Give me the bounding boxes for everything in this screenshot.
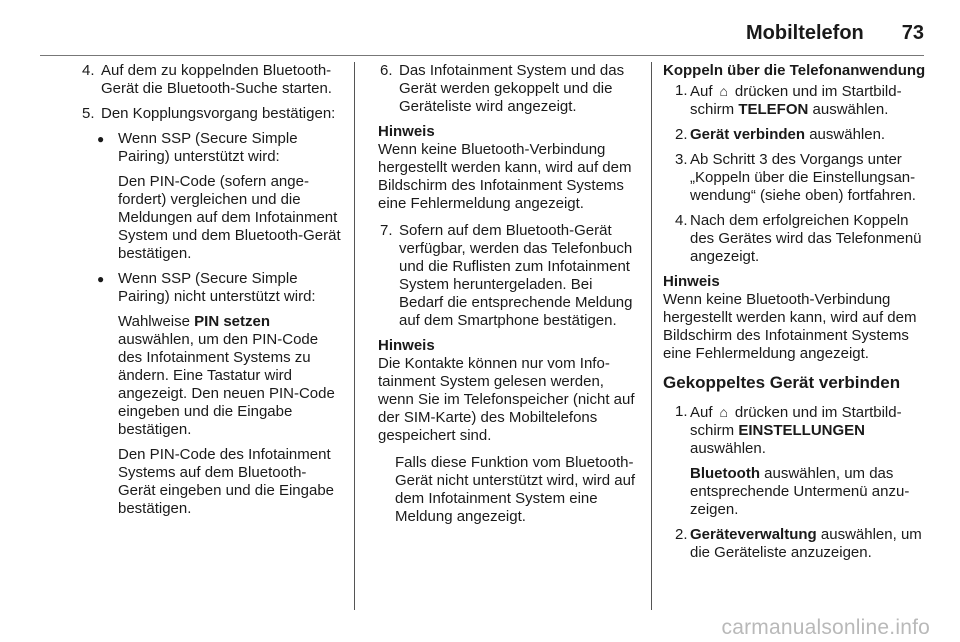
paragraph: Den PIN-Code (sofern angefordert) vergleichen und die Meldungen auf dem Infotainment System und dem Bluetooth-Gerät bestätigen. xyxy=(118,173,341,262)
note-heading: Hinweis xyxy=(663,273,720,290)
list-text xyxy=(690,403,927,458)
list-number: 7. xyxy=(380,222,393,239)
paragraph: Falls diese Funktion vom Bluetooth-Gerät nicht unterstützt wird, wird auf dem Infotainment System eine Meldung angezeigt. xyxy=(395,454,636,525)
menu-term: EINSTELLUNGEN xyxy=(738,422,866,439)
list-text: Auf dem zu koppelnden Bluetooth-Gerät die Bluetooth-Suche starten. xyxy=(101,62,332,97)
paragraph xyxy=(663,465,927,519)
list-number: 2. xyxy=(675,526,688,543)
page-title: Mobiltelefon xyxy=(745,22,864,44)
menu-term: Geräteverwaltung xyxy=(690,526,817,543)
list-item xyxy=(663,212,927,266)
page-header xyxy=(746,22,924,52)
column-3 xyxy=(663,62,927,569)
list-item xyxy=(663,403,927,458)
list-text xyxy=(690,126,927,144)
menu-term: Bluetooth xyxy=(690,465,760,482)
text-span: Auf xyxy=(690,83,717,100)
bullet-item xyxy=(80,130,342,166)
list-item xyxy=(663,82,927,119)
page-number: 73 xyxy=(901,22,924,44)
note-heading: Hinweis xyxy=(378,337,435,354)
section-heading: Gekoppeltes Gerät verbinden xyxy=(663,373,901,392)
column-divider-1 xyxy=(354,62,355,610)
list-item xyxy=(378,62,636,116)
list-number: 5. xyxy=(82,105,95,122)
list-number: 4. xyxy=(82,62,95,79)
menu-term: Gerät verbinden xyxy=(690,126,806,143)
text-span: drücken und im Startbildschirm xyxy=(690,83,902,118)
paragraph: Den PIN-Code des Infotainment Systems auf dem Bluetooth-Gerät eingeben und die Eingabe bestätigen. xyxy=(118,446,335,517)
text-span: auswählen, um die Geräteliste anzuzeigen. xyxy=(690,526,922,561)
list-number: 1. xyxy=(675,82,688,99)
list-number: 4. xyxy=(675,212,688,229)
paragraph xyxy=(80,313,342,439)
home-icon: ⌂ xyxy=(719,83,728,99)
column-divider-2 xyxy=(651,62,652,610)
bullet-icon: ● xyxy=(97,132,105,146)
note-text: Wenn keine Bluetooth-Verbindung hergestellt werden kann, wird auf dem Bildschirm des Infotainment Systems eine Fehlermeldung angezeigt. xyxy=(378,141,632,212)
list-text: Ab Schritt 3 des Vorgangs unter „Koppeln über die Einstellungsanwendung“ (siehe oben) fortfahren. xyxy=(690,151,916,204)
text-span: auswählen. xyxy=(805,126,886,143)
menu-term: PIN setzen xyxy=(194,313,270,330)
list-item xyxy=(80,62,342,98)
text-span: auswählen. xyxy=(808,101,889,118)
list-item xyxy=(378,222,636,330)
text-span: Wahlweise xyxy=(118,313,195,330)
home-icon: ⌂ xyxy=(719,404,728,420)
list-text xyxy=(690,526,927,562)
bullet-text: Wenn SSP (Secure Simple Pairing) nicht unterstützt wird: xyxy=(118,270,316,305)
text-span: auswählen, um das entsprechende Untermenü anzuzeigen. xyxy=(690,465,910,518)
section-title: Koppeln über die Telefonanwendung xyxy=(663,62,926,79)
list-number: 3. xyxy=(675,151,688,168)
text-span: auswählen, um den PIN-Code des Infotainment Systems zu ändern. Eine Tastatur wird angezeigt. Den neuen PIN-Code eingeben und die Eingabe bestätigen. xyxy=(118,331,335,438)
list-item xyxy=(663,526,927,562)
text-span: Auf xyxy=(690,404,717,421)
list-number: 6. xyxy=(380,62,393,79)
list-text: Den Kopplungsvorgang bestätigen: xyxy=(101,105,336,122)
menu-term: TELEFON xyxy=(738,101,809,118)
list-number: 2. xyxy=(675,126,688,143)
list-item xyxy=(80,105,342,123)
note-text: Die Kontakte können nur vom Infotainment System gelesen werden, wenn Sie im Telefonspeicher (nicht auf der SIM-Karte) des Mobiltelefons gespeichert sind. xyxy=(378,355,635,444)
note-text: Wenn keine Bluetooth-Verbindung hergestellt werden kann, wird auf dem Bildschirm des Infotainment Systems eine Fehlermeldung angezeigt. xyxy=(663,291,917,362)
list-item xyxy=(663,151,927,205)
list-item xyxy=(663,126,927,144)
list-number: 1. xyxy=(675,403,688,420)
bullet-text: Wenn SSP (Secure Simple Pairing) unterstützt wird: xyxy=(118,130,298,165)
bullet-item xyxy=(80,270,342,306)
column-2 xyxy=(378,62,636,533)
list-text xyxy=(690,82,927,119)
text-span: drücken und im Startbildschirm xyxy=(690,404,902,439)
text-span: auswählen. xyxy=(690,440,766,457)
list-text: Sofern auf dem Bluetooth-Gerät verfügbar, werden das Telefonbuch und die Ruflisten zum Infotainment System heruntergeladen. Bei Bedarf die entsprechende Meldung auf dem Smartphone bestätigen. xyxy=(399,222,633,329)
watermark[interactable]: carmanualsonline.info xyxy=(721,616,930,639)
list-text: Das Infotainment System und das Gerät werden gekoppelt und die Geräteliste wird angezeigt. xyxy=(399,62,625,115)
column-1 xyxy=(80,62,342,525)
header-divider xyxy=(40,55,924,56)
list-text: Nach dem erfolgreichen Koppeln des Gerätes wird das Telefonmenü angezeigt. xyxy=(690,212,922,265)
bullet-icon: ● xyxy=(97,272,105,286)
note-heading: Hinweis xyxy=(378,123,435,140)
